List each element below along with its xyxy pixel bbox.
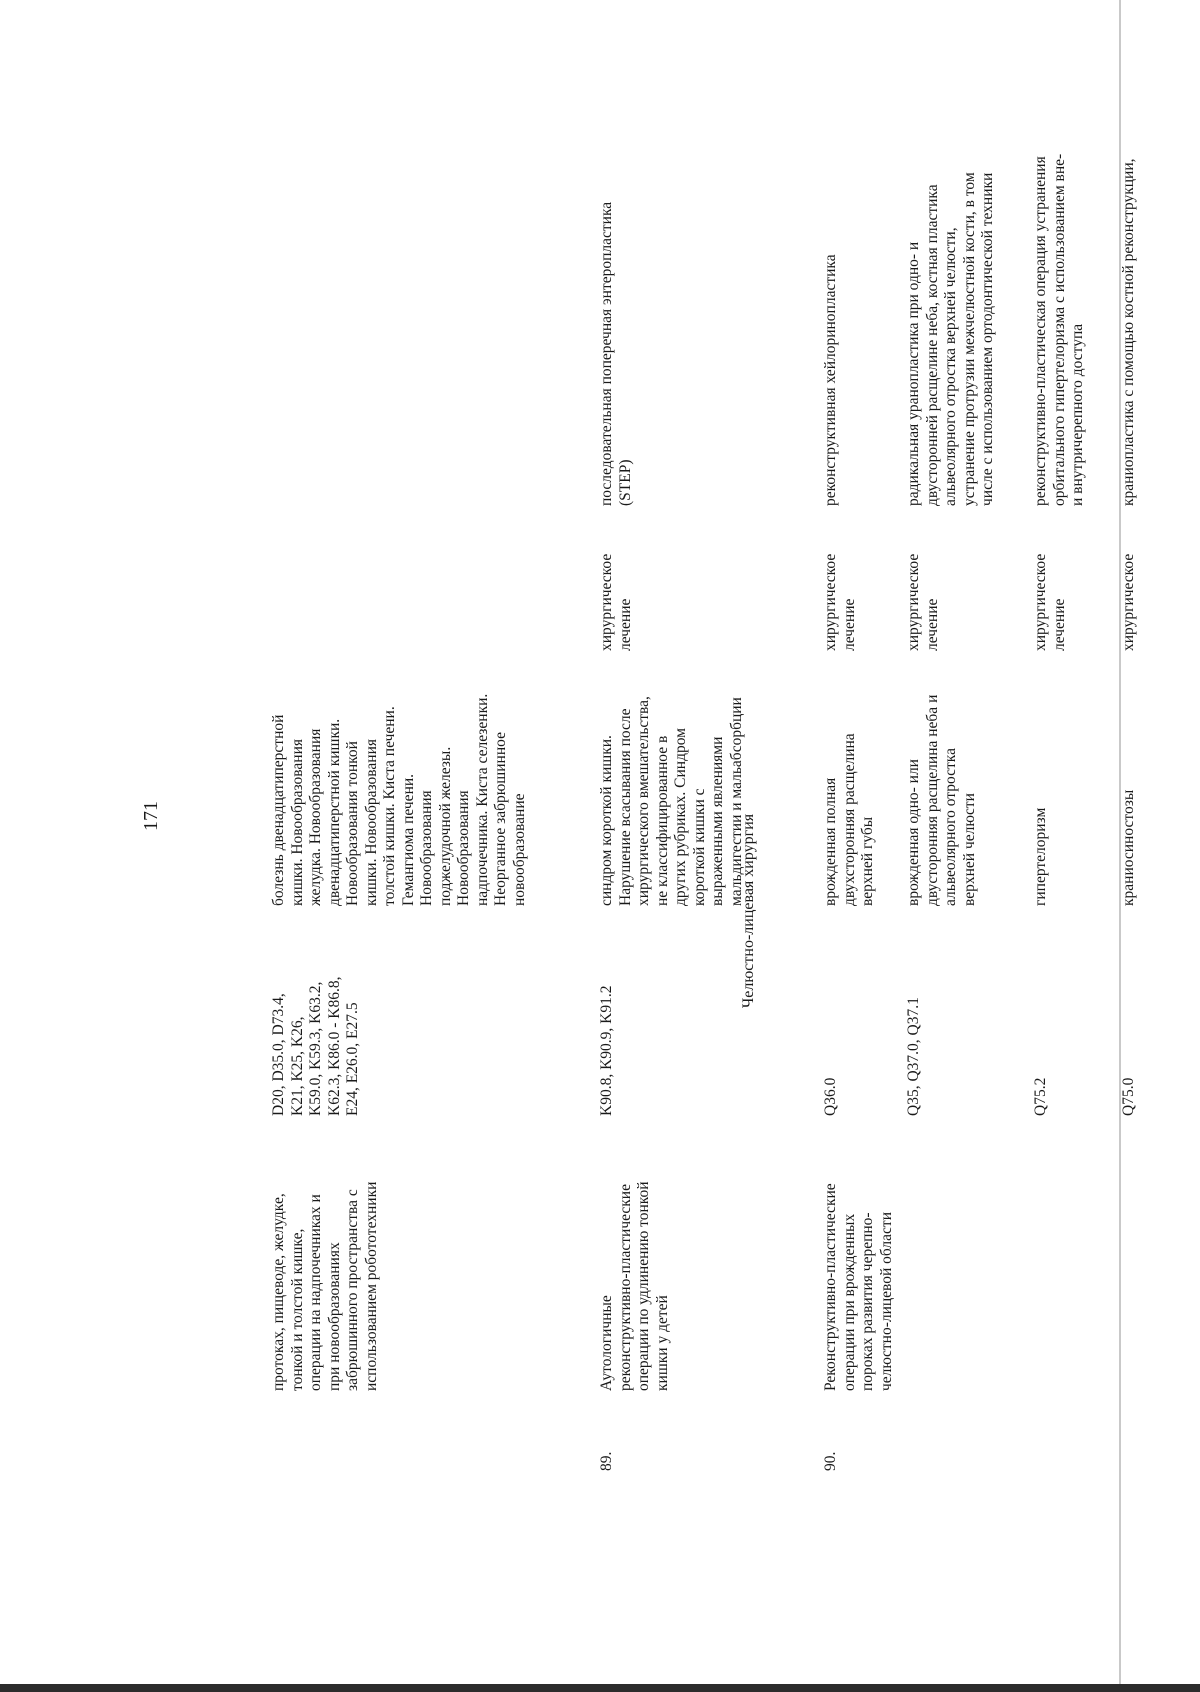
row-90-3-treatment: хирургическое лечение [1032, 553, 1068, 651]
row-90-name: Реконструктивно-пластические операции при врожденных пороках развития черепно- челюстно-лицевой области [822, 1183, 895, 1391]
row-90-1-method: реконструктивная хейлоринопластика [822, 254, 839, 506]
row-continuation-name: протоках, пищеводе, желудке, тонкой и толстой кишке, операции на надпочечниках и при новообразованиях забрюшинного пространства с использованием робототехники [270, 1181, 380, 1391]
row-90-1-treatment: хирургическое лечение [822, 553, 858, 651]
row-89-number: 89. [598, 1451, 615, 1471]
row-90-4-codes: Q75.0 [1120, 1077, 1137, 1116]
row-90-2-codes: Q35, Q37.0, Q37.1 [905, 997, 922, 1116]
row-90-1-model: врожденная полная двухсторонняя расщелина верхней губы [822, 733, 876, 906]
rotated-page [120, 0, 1200, 1681]
row-90-2-method: радикальная уранопластика при одно- и двусторонней расщелине неба, костная пластика альвеолярного отростка верхней челюсти, устранение протрузии межчелюстной кости, в том числе с использованием ортодонтической техники [905, 172, 996, 506]
row-90-4-model: краниосиностозы [1120, 789, 1137, 906]
row-90-4-treatment: хирургическое [1120, 553, 1137, 651]
row-90-3-model: гипертелоризм [1032, 807, 1049, 906]
page-number: 171 [140, 801, 162, 831]
row-89-treatment: хирургическое лечение [598, 553, 634, 651]
row-90-1-codes: Q36.0 [822, 1077, 839, 1116]
scan-bottom-border [0, 1684, 1200, 1692]
row-90-3-method: реконструктивно-пластическая операция устранения орбитального гипертелоризма с использованием вне- и внутричерепного доступа [1032, 153, 1086, 506]
row-continuation-codes: D20, D35.0, D73.4, K21, K25, K26, K59.0, K59.3, K63.2, K62.3, K86.0 - K86.8, E24, E26.0, E27.5 [270, 976, 361, 1116]
row-89-codes: K90.8, K90.9, K91.2 [598, 985, 615, 1116]
row-90-4-method: краниопластика с помощью костной реконструкции, [1120, 158, 1137, 506]
section-title: Челюстно-лицевая хирургия [740, 813, 757, 1009]
row-89-name: Аутологичные реконструктивно-пластические операции по удлинению тонкой кишки у детей [598, 1181, 671, 1391]
row-90-2-model: врожденная одно- или двусторонняя расщелина неба и альвеолярного отростка верхней челюсти [905, 694, 978, 906]
row-90-2-treatment: хирургическое лечение [905, 553, 941, 651]
row-continuation-model: болезнь двенадцатиперстной кишки. Новообразования желудка. Новообразования двенадцатиперстной кишки. Новообразования тонкой кишки. Новообразования толстой кишки. Киста печени. Гемангиома печени. Новообразования поджелудочной железы. Новообразования надпочечника. Киста селезенки. Неорганное забрюшинное новообразование [270, 693, 528, 906]
row-90-number: 90. [822, 1451, 839, 1471]
row-89-method: последовательная поперечная энтеропластика (STEP) [598, 201, 634, 506]
row-90-3-codes: Q75.2 [1032, 1077, 1049, 1116]
row-89-model: синдром короткой кишки. Нарушение всасывания после хирургического вмешательства, не классифицированное в других рубриках. Синдром короткой кишки с выраженными явлениями мальдигестии и мальабсорбции [598, 696, 745, 906]
